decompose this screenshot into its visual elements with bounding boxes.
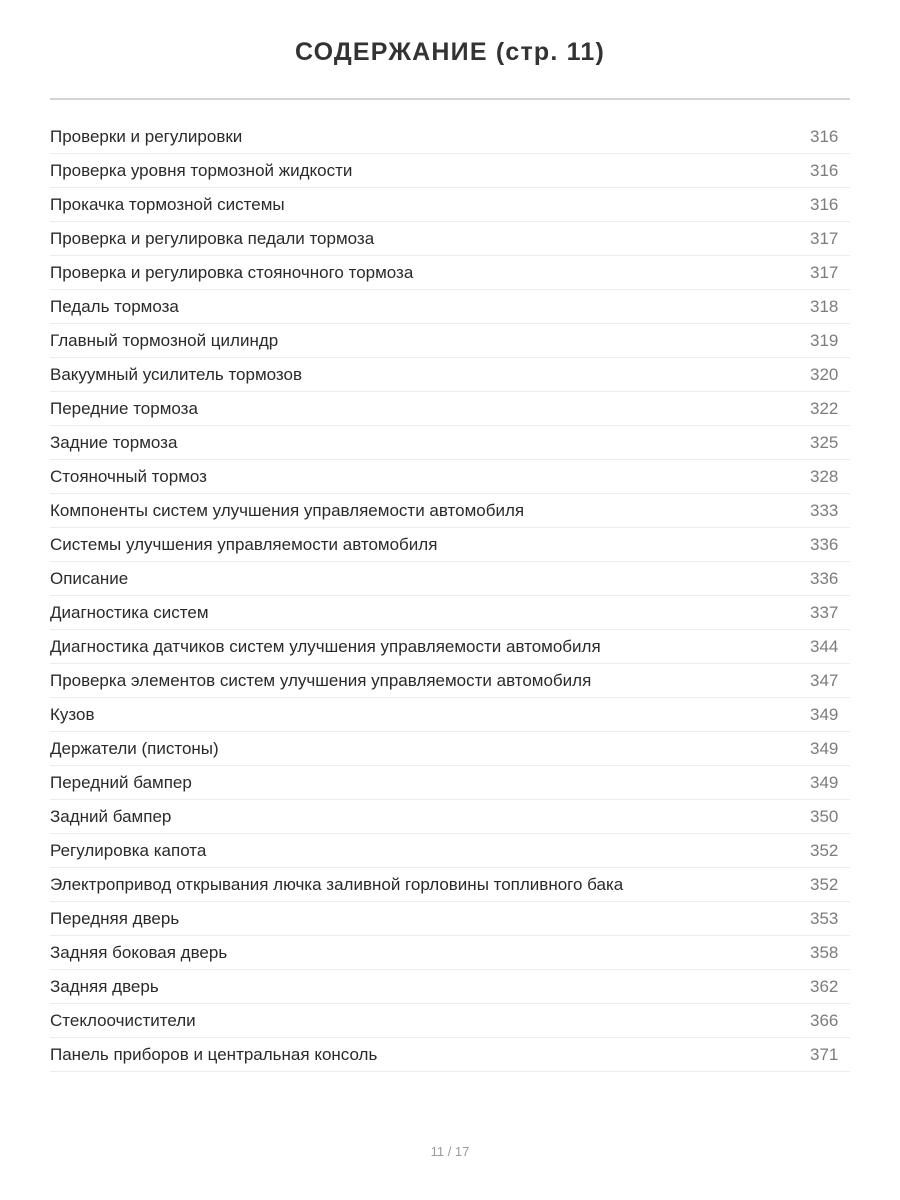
toc-entry[interactable] [50,698,850,732]
toc-entry-title: Системы улучшения управляемости автомобиля [50,534,438,554]
toc-entry-title: Задняя боковая дверь [50,942,228,962]
toc-entry-title: Главный тормозной цилиндр [50,330,279,350]
toc-entry-page-number: 352 [810,874,839,894]
toc-entry-title: Регулировка капота [50,840,207,860]
toc-entry[interactable] [50,358,850,392]
toc-entry[interactable] [50,596,850,630]
toc-entry-page-number: 336 [810,534,839,554]
toc-entry-title: Задние тормоза [50,432,178,452]
toc-entry-title: Держатели (пистоны) [50,738,219,758]
toc-entry-page-number: 352 [810,840,839,860]
toc-entry-page-number: 366 [810,1010,839,1030]
toc-entry[interactable] [50,460,850,494]
toc-entry[interactable] [50,766,850,800]
toc-entry-title: Проверка и регулировка педали тормоза [50,228,375,248]
toc-entry-page-number: 325 [810,432,839,452]
toc-entry-title: Задняя дверь [50,976,159,996]
toc-entry-title: Описание [50,568,129,588]
toc-entry-page-number: 371 [810,1044,839,1064]
toc-entry[interactable] [50,154,850,188]
toc-entry[interactable] [50,970,850,1004]
toc-entry[interactable] [50,290,850,324]
toc-entry-page-number: 347 [810,670,839,690]
toc-entry-title: Кузов [50,704,95,724]
toc-entry[interactable] [50,494,850,528]
toc-entry-title: Передние тормоза [50,398,198,418]
toc-entry-title: Панель приборов и центральная консоль [50,1044,378,1064]
toc-entry-title: Вакуумный усилитель тормозов [50,364,302,384]
toc-entry-page-number: 337 [810,602,839,622]
toc-entry-page-number: 344 [810,636,839,656]
toc-entry-page-number: 353 [810,908,839,928]
toc-entry-page-number: 318 [810,296,839,316]
table-of-contents [50,120,850,1072]
toc-entry-page-number: 316 [810,126,839,146]
toc-entry[interactable] [50,1038,850,1072]
toc-entry-title: Проверки и регулировки [50,126,243,146]
toc-entry-title: Передняя дверь [50,908,180,928]
toc-entry[interactable] [50,630,850,664]
toc-entry-page-number: 333 [810,500,839,520]
toc-entry-title: Педаль тормоза [50,296,179,316]
toc-entry-page-number: 317 [810,262,839,282]
toc-entry[interactable] [50,222,850,256]
toc-entry-page-number: 316 [810,194,839,214]
toc-entry[interactable] [50,528,850,562]
toc-entry[interactable] [50,902,850,936]
toc-entry[interactable] [50,324,850,358]
toc-entry[interactable] [50,562,850,596]
toc-entry[interactable] [50,732,850,766]
toc-entry[interactable] [50,392,850,426]
toc-entry-title: Диагностика систем [50,602,209,622]
toc-entry-page-number: 349 [810,738,839,758]
toc-entry-page-number: 317 [810,228,839,248]
toc-entry-title: Электропривод открывания лючка заливной горловины топливного бака [50,874,624,894]
toc-entry[interactable] [50,188,850,222]
toc-entry-page-number: 320 [810,364,839,384]
toc-entry[interactable] [50,868,850,902]
toc-entry-title: Задний бампер [50,806,172,826]
title-divider [50,98,850,100]
toc-entry-title: Диагностика датчиков систем улучшения управляемости автомобиля [50,636,601,656]
toc-entry[interactable] [50,800,850,834]
toc-entry-page-number: 358 [810,942,839,962]
toc-entry-page-number: 350 [810,806,839,826]
toc-entry-title: Стеклоочистители [50,1010,196,1030]
toc-entry-page-number: 319 [810,330,839,350]
page-indicator: 11 / 17 [430,1144,470,1159]
toc-entry-title: Проверка и регулировка стояночного тормоза [50,262,414,282]
toc-entry-title: Передний бампер [50,772,192,792]
toc-entry-page-number: 336 [810,568,839,588]
toc-entry[interactable] [50,120,850,154]
toc-entry-title: Стояночный тормоз [50,466,207,486]
toc-entry-page-number: 349 [810,704,839,724]
toc-entry-title: Компоненты систем улучшения управляемости автомобиля [50,500,525,520]
toc-entry-page-number: 322 [810,398,839,418]
toc-entry-page-number: 362 [810,976,839,996]
toc-entry[interactable] [50,936,850,970]
toc-entry[interactable] [50,426,850,460]
toc-entry[interactable] [50,834,850,868]
toc-entry-title: Проверка элементов систем улучшения управляемости автомобиля [50,670,592,690]
toc-entry[interactable] [50,1004,850,1038]
page-title: СОДЕРЖАНИЕ (стр. 11) [294,38,606,66]
toc-entry[interactable] [50,664,850,698]
toc-entry[interactable] [50,256,850,290]
toc-entry-title: Проверка уровня тормозной жидкости [50,160,353,180]
toc-entry-page-number: 349 [810,772,839,792]
toc-entry-page-number: 316 [810,160,839,180]
toc-entry-page-number: 328 [810,466,839,486]
toc-entry-title: Прокачка тормозной системы [50,194,285,214]
